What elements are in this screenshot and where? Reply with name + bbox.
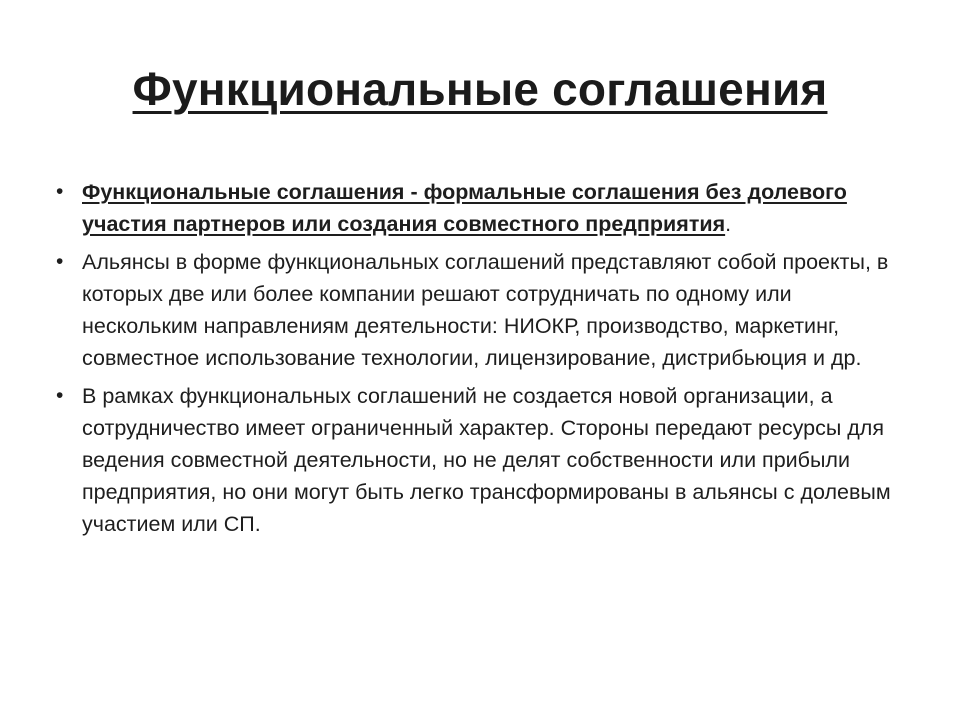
bullet-list	[56, 176, 906, 546]
bullet-item-alliances	[56, 246, 906, 374]
definition-text: Функциональные соглашения - формальные соглашения без долевого участия партнеров или создания совместного предприятия	[82, 180, 847, 236]
bullet-icon: •	[56, 250, 64, 273]
bullet-icon: •	[56, 180, 64, 203]
bullet-item-definition	[56, 176, 906, 240]
slide-title: Функциональные соглашения	[132, 63, 828, 115]
alliances-text: Альянсы в форме функциональных соглашений представляют собой проекты, в которых две или более компании решают сотрудничать по одному или нескольким направлениям деятельности: НИОКР, производство, маркетинг, совместное использование технологии, лицензирование, дистрибьюция и др.	[82, 250, 889, 370]
framework-text: В рамках функциональных соглашений не создается новой организации, а сотрудничество имеет ограниченный характер. Стороны передают ресурсы для ведения совместной деятельности, но не делят собственности или прибыли предприятия, но они могут быть легко трансформированы в альянсы с долевым участием или СП.	[82, 384, 891, 536]
definition-period: .	[725, 212, 732, 236]
bullet-icon: •	[56, 384, 64, 407]
bullet-item-framework	[56, 380, 906, 540]
